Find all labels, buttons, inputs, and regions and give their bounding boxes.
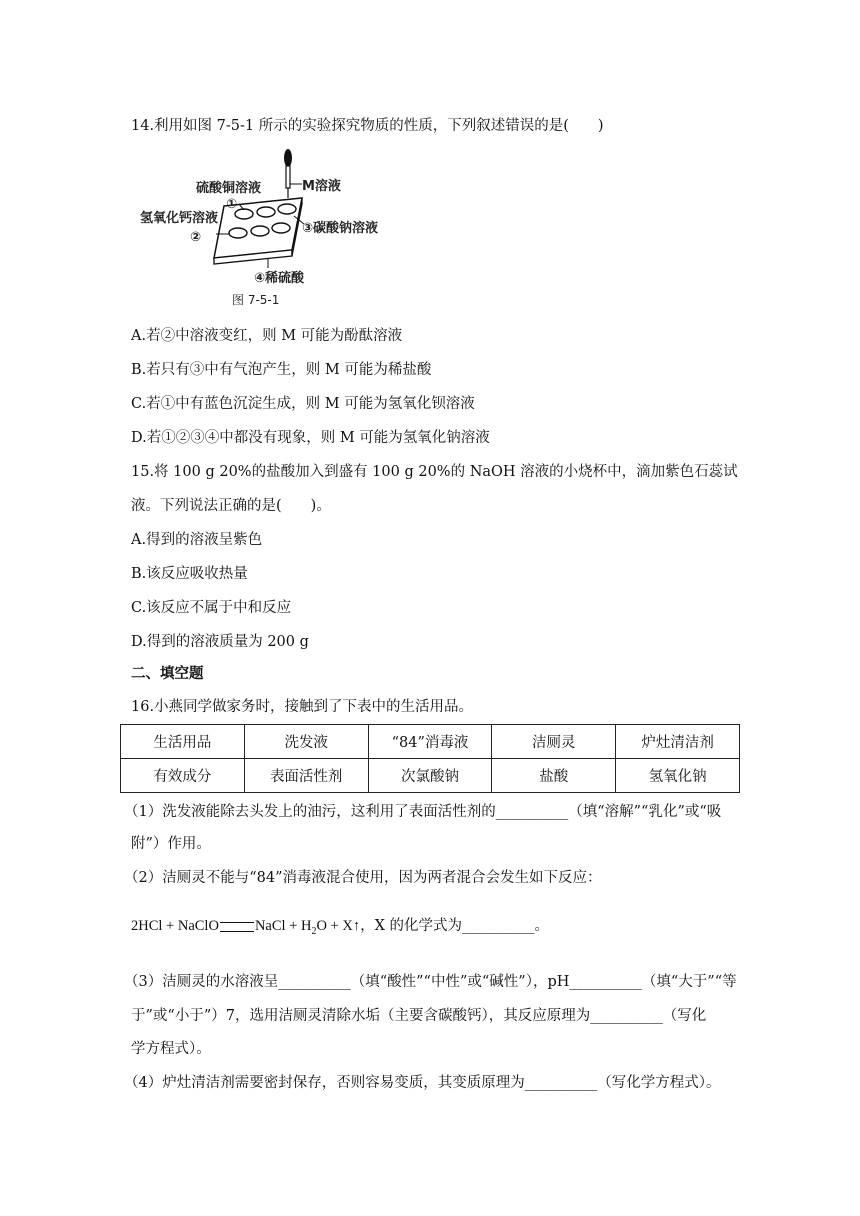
table-row — [121, 725, 740, 759]
equation-products-b: O + X — [316, 918, 353, 934]
q14-stem: 14.利用如图 7-5-1 所示的实验探究物质的性质，下列叙述错误的是( ) — [131, 118, 604, 134]
label-2: ② — [190, 230, 202, 245]
table-row — [121, 759, 740, 793]
q16-part1-line1: （1）洗发液能除去头发上的油污，这利用了表面活性剂的__________（填“溶解”“乳化”或“吸 — [124, 804, 722, 820]
equation-subscript: 2 — [311, 925, 317, 937]
q16-part2-line1: （2）洁厕灵不能与“84”消毒液混合使用，因为两者混合会发生如下反应： — [124, 870, 602, 886]
q15-stem-line2: 液。下列说法正确的是( )。 — [131, 498, 331, 514]
table-cell: 生活用品 — [121, 725, 245, 759]
q16-stem: 16.小燕同学做家务时，接触到了下表中的生活用品。 — [131, 699, 474, 715]
q14-option-b: B.若只有③中有气泡产生，则 M 可能为稀盐酸 — [131, 362, 432, 378]
q14-option-a: A.若②中溶液变红，则 M 可能为酚酞溶液 — [131, 328, 403, 344]
figure-caption: 图 7-5-1 — [232, 293, 280, 307]
table-cell: 炉灶清洁剂 — [616, 725, 740, 759]
table-cell: 次氯酸钠 — [368, 759, 492, 793]
label-h2so4: ④稀硫酸 — [254, 271, 305, 286]
q14-option-c: C.若①中有蓝色沉淀生成，则 M 可能为氢氧化钡溶液 — [131, 396, 475, 412]
q15-stem-line1: 15.将 100 g 20%的盐酸加入到盛有 100 g 20%的 NaOH 溶液的小烧杯中，滴加紫色石蕊试 — [131, 464, 738, 480]
equation-reactants: 2HCl + NaClO — [131, 918, 219, 934]
section-title: 二、填空题 — [131, 666, 204, 682]
q16-part4-line1: （4）炉灶清洁剂需要密封保存，否则容易变质，其变质原理为__________（写化学方程式）。 — [124, 1075, 721, 1091]
table-cell: 表面活性剂 — [244, 759, 368, 793]
q16-part3-line2: 于”或“小于”）7，选用洁厕灵清除水垢（主要含碳酸钙），其反应原理为__________（写化 — [131, 1008, 707, 1024]
label-1: ① — [226, 197, 238, 212]
household-products-table — [120, 724, 740, 793]
q15-option-d: D.得到的溶液质量为 200 g — [131, 634, 309, 650]
equation-tail: ，X 的化学式为__________。 — [360, 918, 550, 934]
equals-sign — [220, 922, 254, 932]
dropper-icon — [284, 149, 292, 198]
q15-option-c: C.该反应不属于中和反应 — [131, 600, 292, 616]
equation-products-a: NaCl + H — [254, 918, 312, 934]
label-cuso4: 硫酸铜溶液 — [196, 181, 262, 196]
q15-option-a: A.得到的溶液呈紫色 — [131, 532, 263, 548]
q15-option-b: B.该反应吸收热量 — [131, 566, 248, 582]
spot-plate-figure — [136, 146, 396, 316]
label-m-solution: M溶液 — [302, 179, 341, 194]
label-caoh2: 氢氧化钙溶液 — [140, 211, 219, 226]
label-na2co3: ③碳酸钠溶液 — [302, 221, 379, 236]
q16-part1-line2: 附”）作用。 — [131, 836, 211, 852]
table-cell: “84”消毒液 — [368, 725, 492, 759]
table-cell: 氢氧化钠 — [616, 759, 740, 793]
q16-part3-line1: （3）洁厕灵的水溶液呈__________（填“酸性”“中性”或“碱性”），pH__________（填“大于”“等 — [124, 974, 737, 990]
q14-option-d: D.若①②③④中都没有现象，则 M 可能为氢氧化钠溶液 — [131, 430, 490, 446]
q16-part2-equation — [131, 916, 549, 942]
table-cell: 洁厕灵 — [492, 725, 616, 759]
table-cell: 洗发液 — [244, 725, 368, 759]
q16-part3-line3: 学方程式）。 — [131, 1041, 211, 1057]
gas-arrow-icon: ↑ — [352, 918, 361, 934]
table-cell: 有效成分 — [121, 759, 245, 793]
table-cell: 盐酸 — [492, 759, 616, 793]
